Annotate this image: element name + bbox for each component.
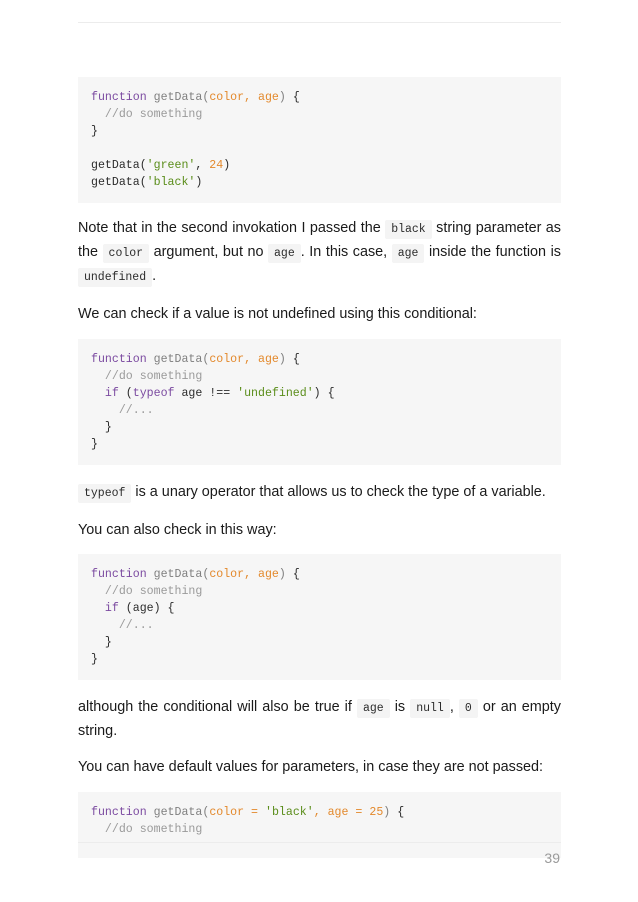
- paragraph-text: string parameter as the: [78, 220, 561, 260]
- code-line: [91, 402, 547, 419]
- code-token: {: [390, 806, 405, 819]
- code-token: [147, 806, 154, 819]
- code-token: color =: [209, 806, 265, 819]
- code-token: typeof: [132, 387, 175, 400]
- paragraph-2: [78, 303, 561, 325]
- code-token: [91, 370, 105, 383]
- code-token: ): [195, 176, 203, 189]
- code-token: getData(: [153, 568, 210, 581]
- code-token: //...: [118, 619, 154, 632]
- code-token: getData(: [153, 91, 210, 104]
- code-token: ): [278, 568, 286, 581]
- paragraph-text: .: [152, 268, 157, 284]
- code-line: [91, 89, 547, 106]
- paragraph-text: Note that in the second invokation I passed the: [78, 220, 386, 236]
- code-token: //do something: [104, 370, 203, 383]
- code-token: , age =: [313, 806, 370, 819]
- code-token: (: [118, 387, 133, 400]
- code-line: [91, 368, 547, 385]
- code-block-1: [78, 77, 561, 203]
- code-token: [91, 387, 105, 400]
- paragraph-text: ,: [449, 699, 459, 715]
- inline-code: color: [103, 244, 150, 263]
- paragraph-text: inside the function is: [424, 244, 561, 260]
- inline-code: typeof: [78, 484, 131, 503]
- paragraph-text: argument, but no: [149, 244, 269, 260]
- code-line: [91, 804, 547, 821]
- code-token: ): [383, 806, 391, 819]
- code-token: ) {: [313, 387, 335, 400]
- code-line: [91, 617, 547, 634]
- inline-code: age: [268, 244, 301, 263]
- code-token: age !==: [174, 387, 238, 400]
- code-line: [91, 123, 547, 140]
- code-token: }: [91, 125, 98, 138]
- code-line: [91, 419, 547, 436]
- code-token: [91, 602, 105, 615]
- code-token: function: [91, 568, 147, 581]
- code-token: ): [278, 353, 286, 366]
- code-token: ): [223, 159, 231, 172]
- paragraph-text: is a unary operator that allows us to check the type of a variable.: [131, 484, 546, 500]
- inline-code: age: [392, 244, 425, 263]
- code-token: [147, 568, 154, 581]
- inline-code: null: [410, 699, 450, 718]
- code-token: if: [104, 387, 119, 400]
- code-token: getData(: [153, 806, 210, 819]
- code-line: [91, 140, 547, 157]
- code-token: (age) {: [118, 602, 175, 615]
- inline-code: age: [357, 699, 390, 718]
- code-token: 'black': [146, 176, 196, 189]
- paragraph-3: [78, 481, 561, 505]
- code-line: [91, 821, 547, 838]
- code-token: [91, 585, 105, 598]
- code-token: ): [278, 91, 286, 104]
- code-token: 'undefined': [237, 387, 314, 400]
- code-token: [91, 108, 105, 121]
- top-rule: [78, 22, 561, 23]
- code-token: [91, 404, 119, 417]
- paragraph-text: is: [389, 699, 411, 715]
- code-block-2: [78, 339, 561, 465]
- code-line: [91, 651, 547, 668]
- code-token: if: [104, 602, 119, 615]
- paragraph-text: or an empty string.: [78, 699, 561, 739]
- code-token: getData(: [91, 159, 147, 172]
- code-token: [147, 353, 154, 366]
- code-line: [91, 157, 547, 174]
- code-token: }: [91, 653, 98, 666]
- code-token: 25: [369, 806, 384, 819]
- paragraph-5: [78, 696, 561, 742]
- code-line: [91, 174, 547, 191]
- code-line: [91, 385, 547, 402]
- code-token: color, age: [209, 91, 279, 104]
- code-token: //do something: [104, 108, 203, 121]
- code-token: }: [91, 421, 112, 434]
- code-token: 24: [209, 159, 224, 172]
- code-token: [91, 619, 119, 632]
- code-line: [91, 351, 547, 368]
- code-token: color, age: [209, 568, 279, 581]
- code-line: [91, 106, 547, 123]
- code-token: function: [91, 806, 147, 819]
- page-number: 39: [544, 850, 560, 866]
- code-token: [91, 823, 105, 836]
- paragraph-text: . In this case,: [300, 244, 392, 260]
- bottom-rule: [78, 842, 561, 843]
- code-token: {: [285, 91, 300, 104]
- paragraph-1: [78, 217, 561, 289]
- code-token: color, age: [209, 353, 279, 366]
- inline-code: undefined: [78, 268, 152, 287]
- code-line: [91, 566, 547, 583]
- code-token: getData(: [91, 176, 147, 189]
- code-token: //...: [118, 404, 154, 417]
- page-content: [78, 77, 561, 858]
- code-token: }: [91, 438, 98, 451]
- inline-code: black: [385, 220, 432, 239]
- code-block-4: [78, 792, 561, 858]
- code-line: [91, 436, 547, 453]
- code-token: //do something: [104, 585, 203, 598]
- code-token: function: [91, 91, 147, 104]
- code-token: {: [285, 568, 300, 581]
- paragraph-text: We can check if a value is not undefined using this conditional:: [78, 306, 477, 322]
- code-token: function: [91, 353, 147, 366]
- code-token: }: [91, 636, 112, 649]
- code-token: //do something: [104, 823, 203, 836]
- paragraph-6: [78, 756, 561, 778]
- inline-code: 0: [459, 699, 478, 718]
- paragraph-text: You can have default values for parameters, in case they are not passed:: [78, 759, 544, 775]
- code-token: 'green': [146, 159, 196, 172]
- code-token: 'black': [264, 806, 314, 819]
- paragraph-4: [78, 519, 561, 541]
- code-token: getData(: [153, 353, 210, 366]
- paragraph-text: although the conditional will also be true if: [78, 699, 357, 715]
- code-token: ,: [195, 159, 210, 172]
- code-line: [91, 583, 547, 600]
- code-block-3: [78, 554, 561, 680]
- code-token: {: [285, 353, 300, 366]
- code-line: [91, 600, 547, 617]
- code-line: [91, 634, 547, 651]
- code-token: [147, 91, 154, 104]
- paragraph-text: You can also check in this way:: [78, 522, 277, 538]
